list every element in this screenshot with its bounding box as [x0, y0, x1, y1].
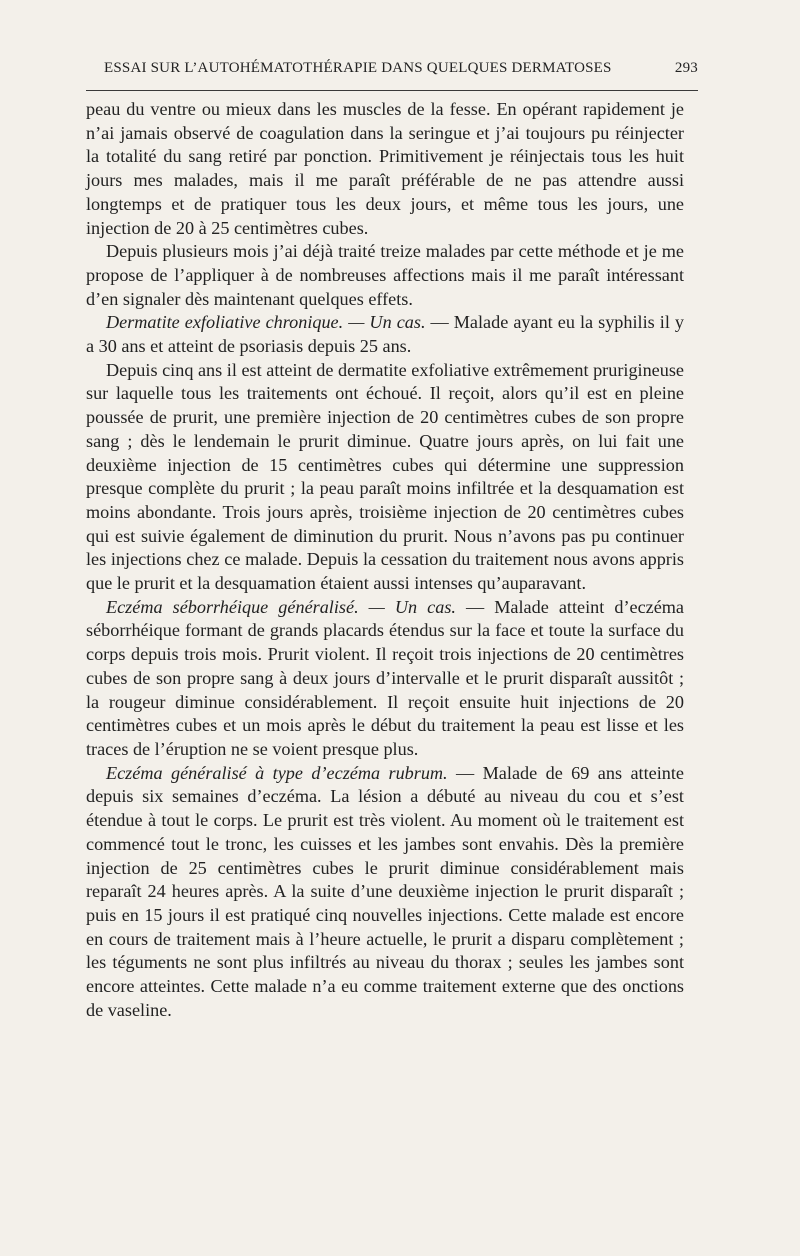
case-heading: Eczéma généralisé à type d’eczéma rubrum.: [106, 762, 448, 783]
paragraph: [86, 240, 684, 311]
paragraph-text: Depuis cinq ans il est atteint de dermatite exfoliative extrêmement prurigineuse sur laquelle tous les traitements ont échoué. Il reçoit, alors qu’il est en pleine poussée de prurit, une première injection de 20 centimètres cubes de son propre sang ; dès le lendemain le prurit diminue. Quatre jours après, on lui fait une deuxième injection de 15 centimètres cubes qui détermine une suppression presque complète du prurit ; la peau paraît moins infiltrée et la desquamation est moins abondante. Trois jours après, troisième injection de 20 centimètres cubes qui est suivie également de diminution du prurit. Nous n’avons pas pu continuer les injections chez ce malade. Depuis la cessation du traitement nous avons appris que le prurit et la desquamation étaient aussi intenses qu’auparavant.: [86, 359, 684, 594]
paragraph-text: — Malade atteint d’eczéma séborrhéique formant de grands placards étendus sur la face et toute la surface du corps depuis trois mois. Prurit violent. Il reçoit trois injections de 20 centimètres cubes de son propre sang à deux jours d’intervalle et le prurit disparaît aussitôt ; la rougeur diminue considérablement. Il reçoit ensuite huit injections de 20 centimètres cubes et un mois après le début du traitement la peau est lisse et les traces de l’éruption ne se voient presque plus.: [86, 596, 685, 759]
case-paragraph-eczema-rubrum: [86, 762, 684, 1023]
case-heading: Dermatite exfoliative chronique. — Un cas.: [106, 312, 426, 333]
page-number: 293: [674, 60, 698, 76]
paragraph-text: — Malade de 69 ans atteinte depuis six semaines d’eczéma. La lésion a débuté au niveau du cou et s’est étendue à tout le corps. Le prurit est très violent. Au moment où le traitement est commencé tout le tronc, les cuisses et les jambes sont envahis. Dès la première injection de 25 centimètres cubes le prurit diminue considérablement mais reparaît 24 heures après. A la suite d’une deuxième injection le prurit disparaît ; puis en 15 jours il est pratiqué cinq nouvelles injections. Cette malade est encore en cours de traitement mais à l’heure actuelle, le prurit a disparu complètement ; les téguments ne sont plus infiltrés au niveau du thorax ; seules les jambes sont encore atteintes. Cette malade n’a eu comme traitement externe que des onctions de vaseline.: [86, 762, 684, 1020]
case-heading: Eczéma séborrhéique généralisé. — Un cas.: [106, 596, 456, 617]
case-paragraph-dermatite: [86, 311, 684, 358]
paragraph-text: — Malade ayant eu la syphilis il y a 30 ans et atteint de psoriasis depuis 25 ans.: [86, 312, 685, 357]
paragraph: [86, 359, 684, 596]
header-rule: [86, 90, 698, 91]
body-text: [86, 98, 684, 1022]
running-title: ESSAI SUR L’AUTOHÉMATOTHÉRAPIE DANS QUELQUES DERMATOSES: [104, 60, 612, 76]
paragraph-text: peau du ventre ou mieux dans les muscles de la fesse. En opérant rapidement je n’ai jamais observé de coagulation dans la seringue et j’ai toujours pu réinjecter la totalité du sang retiré par ponction. Primitivement je réinjectais tous les huit jours mes malades, mais il me paraît préférable de ne pas attendre aussi longtemps et de pratiquer tous les deux jours, et même tous les jours, une injection de 20 à 25 centimètres cubes.: [86, 99, 684, 238]
case-paragraph-eczema-seborrheique: [86, 596, 684, 762]
paragraph-continuation: [86, 98, 684, 240]
paragraph-text: Depuis plusieurs mois j’ai déjà traité treize malades par cette méthode et je me propose de l’appliquer à de nombreuses affections mais il me paraît intéressant d’en signaler dès maintenant quelques effets.: [86, 241, 684, 309]
page-header: [86, 58, 698, 84]
